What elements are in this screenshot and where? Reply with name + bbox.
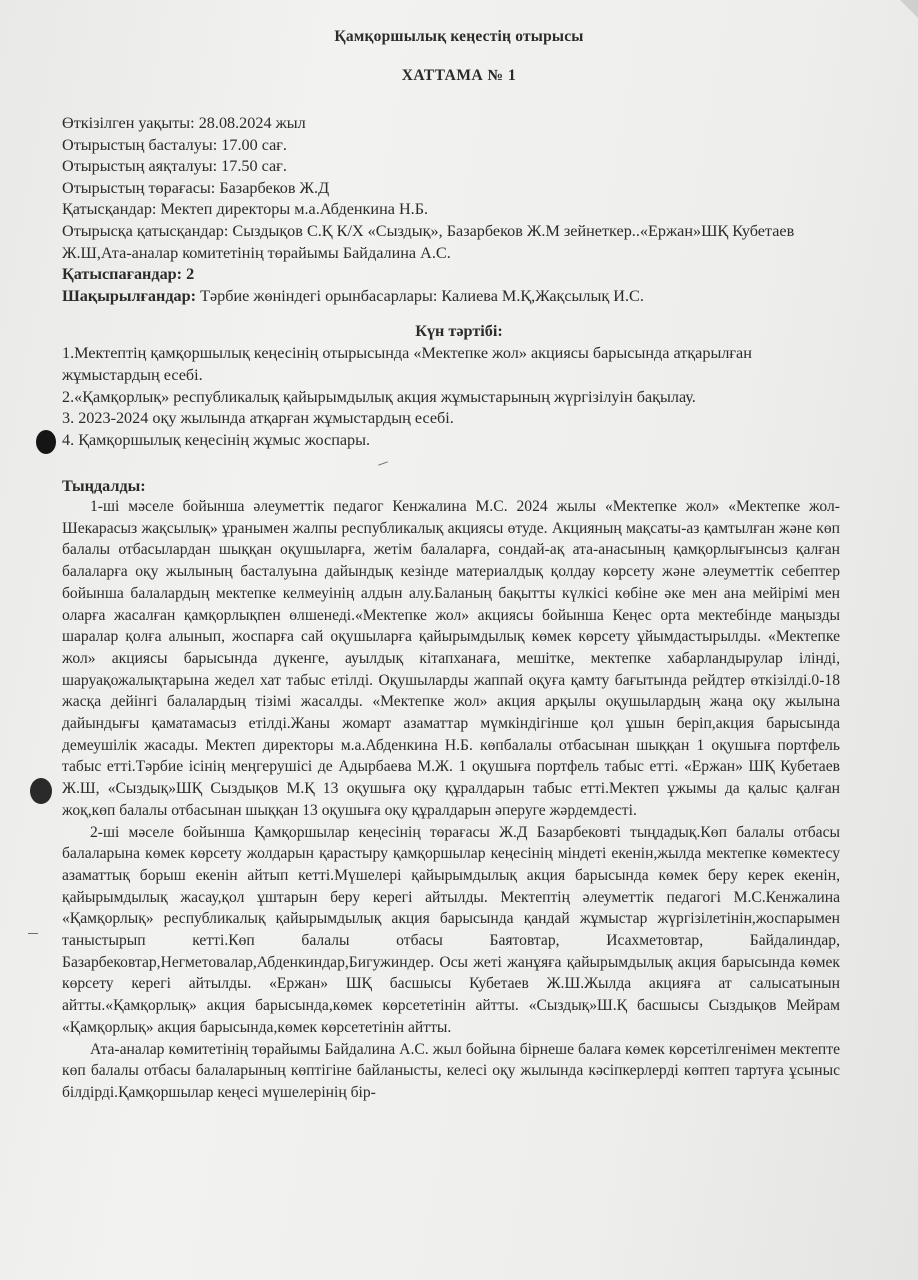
minutes-body [62,496,840,1104]
page-corner [900,0,918,18]
invited-value: Тәрбие жөніндегі орынбасарлары: Калиева М.Қ,Жақсылық И.С. [200,286,644,305]
meeting-details [62,113,852,307]
paragraph: 1-ші мәселе бойынша әлеуметтік педагог Кенжалина М.С. 2024 жылы «Мектепке жол» «Мектепке жол-Шекарасыз жақсылық» ұранымен жалпы республикалық акциясы өтуде. Акцияның мақсаты-аз қамтылған және көп балалы отбасылардан шыққан оқушыларға, жетім балаларға, сондай-ақ ата-анасының қамқорлығынсыз қалған балаларға оқу жылының басталуына дайындық кезінде материалдық қолдау көрсету және әлеуметтік себептер бойынша балалардың мектепке келмеуінің алдын алу.Баланың бақытты күлкісі көбіне әке мен ана мейірімі мен оларға жасалған қамқорлықпен өлшенеді.«Мектепке жол» акциясы бойынша Кеңес орта мектебінде маңызды шаралар қолға алынып, жоспарға сай оқушыларға қайырымдылық көмек көрсету ұйымдастырылды. «Мектепке жол» акциясы барысында дүкенге, ауылдық кітапханаға, мешітке, мектепке хабарландырулар ілінді, шаруақожалықтарына жедел хат табыс етілді. Оқушыларды жаппай оқуға қамту бағытында рейдтер өткізілді.0-18 жасқа дейінгі балалардың тізімі жасалды. «Мектепке жол» акция арқылы оқушылардың жаңа оқу жылына дайындығы қаматамасыз етілді.Жаны жомарт азаматтар мүмкіндігінше қол ұшын беріп,акция барысында демеушілік жасады. Мектеп директоры м.а.Абденкина Н.Б. көпбалалы отбасынан шыққан 1 оқушыға портфель табыс етті.Тәрбие ісінің меңгерушісі де Адырбаева М.Ж. 1 оқушыға портфель табыс етті. «Ержан» ШҚ Кубетаев Ж.Ш, «Сыздық»ШҚ Сыздықов М.Қ 13 оқушыға оқу құралдарын табыс етті.Мектеп ұжымы да қалыс қалған жоқ,көп балалы отбасынан шыққан 13 оқушыға оқу құралдарын әперуге жәрдемдесті. [62,498,840,819]
meeting-invited [62,286,852,308]
meeting-end: Отырыстың аяқталуы: 17.50 сағ. [62,157,287,176]
agenda-item: 1.Мектептің қамқоршылық кеңесінің отырысында «Мектепке жол» акциясы барысында атқарылған жұмыстардың есебі. [62,344,752,384]
paragraph: Ата-аналар көмитетінің төрайымы Байдалина А.С. жыл бойына бірнеше балаға көмек көрсетілгенімен мектепте көп балалы отбасы балаларының көптігіне байланысты, келесі оқу жылында кәсіпкерлерді көптеп тартуға ұсыныс білдірді.Қамқоршылар кеңесі мүшелерінің бір- [62,1040,840,1101]
pen-mark [28,933,38,934]
meeting-chair: Отырыстың төрағасы: Базарбеков Ж.Д [62,178,330,197]
meeting-participants: Отырысқа қатысқандар: Сыздықов С.Қ К/Х «Сыздық», Базарбеков Ж.М зейнеткер..«Ержан»ШҚ Кубетаев Ж.Ш,Ата-аналар комитетінің төрайымы Байдалина А.С. [62,221,795,262]
agenda-item: 3. 2023-2024 оқу жылында атқарған жұмыстардың есебі. [62,409,454,428]
meeting-date: Өткізілген уақыты: 28.08.2024 жыл [62,114,306,132]
document-title: Қамқоршылық кеңестің отырысы [334,28,584,45]
invited-label: Шақырылғандар: [62,286,197,305]
agenda-item: 4. Қамқоршылық кеңесінің жұмыс жоспары. [62,431,371,450]
agenda-title: Күн тәртібі: [415,322,503,340]
punch-hole-mark [30,778,52,804]
agenda-item: 2.«Қамқорлық» республикалық қайырымдылық акция жұмыстарының жүргізілуін бақылау. [62,387,696,406]
paragraph: 2-ші мәселе бойынша Қамқоршылар кеңесінің төрағасы Ж.Д Базарбековті тыңдадық.Көп балалы отбасы балаларына көмек көрсету жолдарын қарастыру қамқоршылар кеңесінің міндеті екенін,жылда мектепке көмектесу азаматтық борыш екенін айтып кетті.Мүшелері қайырымдылық акция барысында көмек беру керек екенін, қайырымдылық жасау,қол ұштарын беру керегі айтылды. Мектептің әлеуметтік педагогі М.С.Кенжалина «Қамқорлық» республикалық қайырымдылық акция барысында қандай жұмыстар жүргізілетінін,жоспарымен таныстырып кетті.Көп балалы отбасы Баятовтар, Исахметовтар, Байдалиндар, Базарбековтар,Негметовалар,Абденкиндар,Бигужиндер. Осы жеті жанұяға қайырымдылық акция барысында көмек көрсету керегі айтылды. «Ержан» ШҚ басшысы Кубетаев Ж.Ш.Жылда акцияға ат салысатынын айтты.«Қамқорлық» акция барысында,көмек көрсететінін айтты. «Сыздық»Ш.Қ басшысы Сыздықов Мейрам «Қамқорлық» акция барысында,көмек көрсететінін айтты. [62,823,840,1036]
protocol-number: ХАТТАМА № 1 [401,67,517,84]
meeting-attendees: Қатысқандар: Мектеп директоры м.а.Абденкина Н.Б. [62,200,429,219]
agenda-list [62,343,822,452]
pen-mark [378,461,388,465]
meeting-start: Отырыстың басталуы: 17.00 сағ. [62,135,287,154]
heard-title: Тыңдалды: [62,477,146,495]
punch-hole-mark [36,430,56,454]
meeting-absent: Қатыспағандар: 2 [62,265,195,284]
